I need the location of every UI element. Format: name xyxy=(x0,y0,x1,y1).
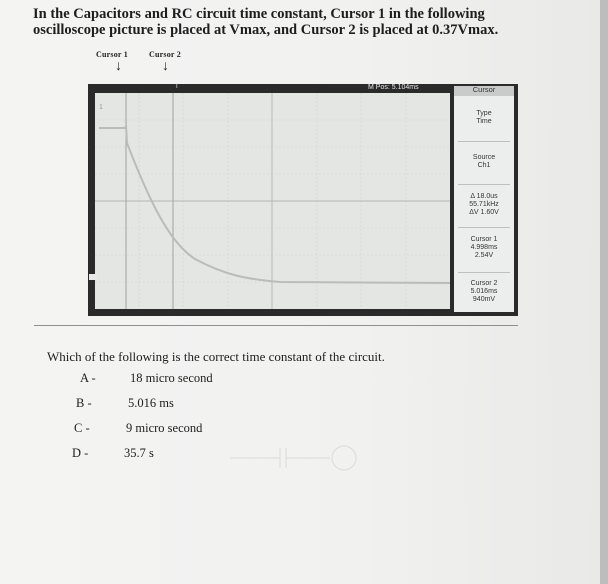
question-text: Which of the following is the correct time constant of the circuit. xyxy=(47,349,385,364)
option-a-text: 18 micro second xyxy=(130,371,213,385)
side-divider xyxy=(458,141,510,142)
channel-marker: 1 xyxy=(99,104,103,111)
cursor-1-voltage: 2.54V xyxy=(474,252,494,259)
option-b-letter: B - xyxy=(76,396,92,410)
bleed-through-text xyxy=(48,484,588,512)
side-divider xyxy=(458,227,510,228)
page-edge xyxy=(600,0,608,584)
ground-marker-icon xyxy=(89,274,97,280)
oscilloscope-display xyxy=(88,84,518,316)
scope-top-bar xyxy=(95,84,450,93)
intro-text: In the Capacitors and RC circuit time constant, Cursor 1 in the following oscilloscope picture is placed at Vmax, and Cursor 2 is placed at 0.37Vmax. xyxy=(33,6,499,38)
side-divider xyxy=(458,184,510,185)
side-divider xyxy=(458,272,510,273)
bleed-through-line xyxy=(48,484,588,498)
option-b-text: 5.016 ms xyxy=(128,396,174,410)
cursor-type-label: Type xyxy=(476,110,492,117)
cursor-type-value: Time xyxy=(476,118,492,125)
bleed-through-circuit-icon xyxy=(230,440,380,480)
cursor-2-time: 5.016ms xyxy=(470,288,498,295)
trigger-marker: T xyxy=(175,84,179,90)
cursor-1-title: Cursor 1 xyxy=(470,236,498,243)
cursor-2-arrow-icon: ↓ xyxy=(162,59,169,74)
cursor-1-arrow-icon: ↓ xyxy=(115,59,122,74)
section-divider xyxy=(34,325,518,326)
option-d-letter: D - xyxy=(72,446,89,460)
delta-frequency: 55.71kHz xyxy=(469,201,499,208)
option-c-text: 9 micro second xyxy=(126,421,203,435)
cursor-source-label: Source xyxy=(472,154,496,161)
cursor-1-label: Cursor 1 xyxy=(96,50,128,59)
cursor-side-panel xyxy=(454,86,514,312)
scope-screen xyxy=(95,93,450,309)
option-c-letter: C - xyxy=(74,421,90,435)
delta-voltage: ΔV 1.60V xyxy=(469,209,499,216)
cursor-2-label: Cursor 2 xyxy=(149,50,181,59)
option-a-letter: A - xyxy=(80,371,96,385)
waveform-trace xyxy=(99,126,450,283)
bleed-through-line xyxy=(48,498,588,512)
cursor-2-title: Cursor 2 xyxy=(470,280,498,287)
cursor-1-time: 4.998ms xyxy=(470,244,498,251)
mpos-readout: M Pos: 5.104ms xyxy=(368,84,419,91)
scope-center-axes xyxy=(95,93,450,309)
cursor-2-voltage: 940mV xyxy=(472,296,496,303)
delta-time: Δ 18.0us xyxy=(470,193,498,200)
cursor-source-value: Ch1 xyxy=(477,162,491,169)
side-panel-title: Cursor xyxy=(454,86,514,96)
option-d-text: 35.7 s xyxy=(124,446,154,460)
waveform-graph xyxy=(95,93,450,309)
